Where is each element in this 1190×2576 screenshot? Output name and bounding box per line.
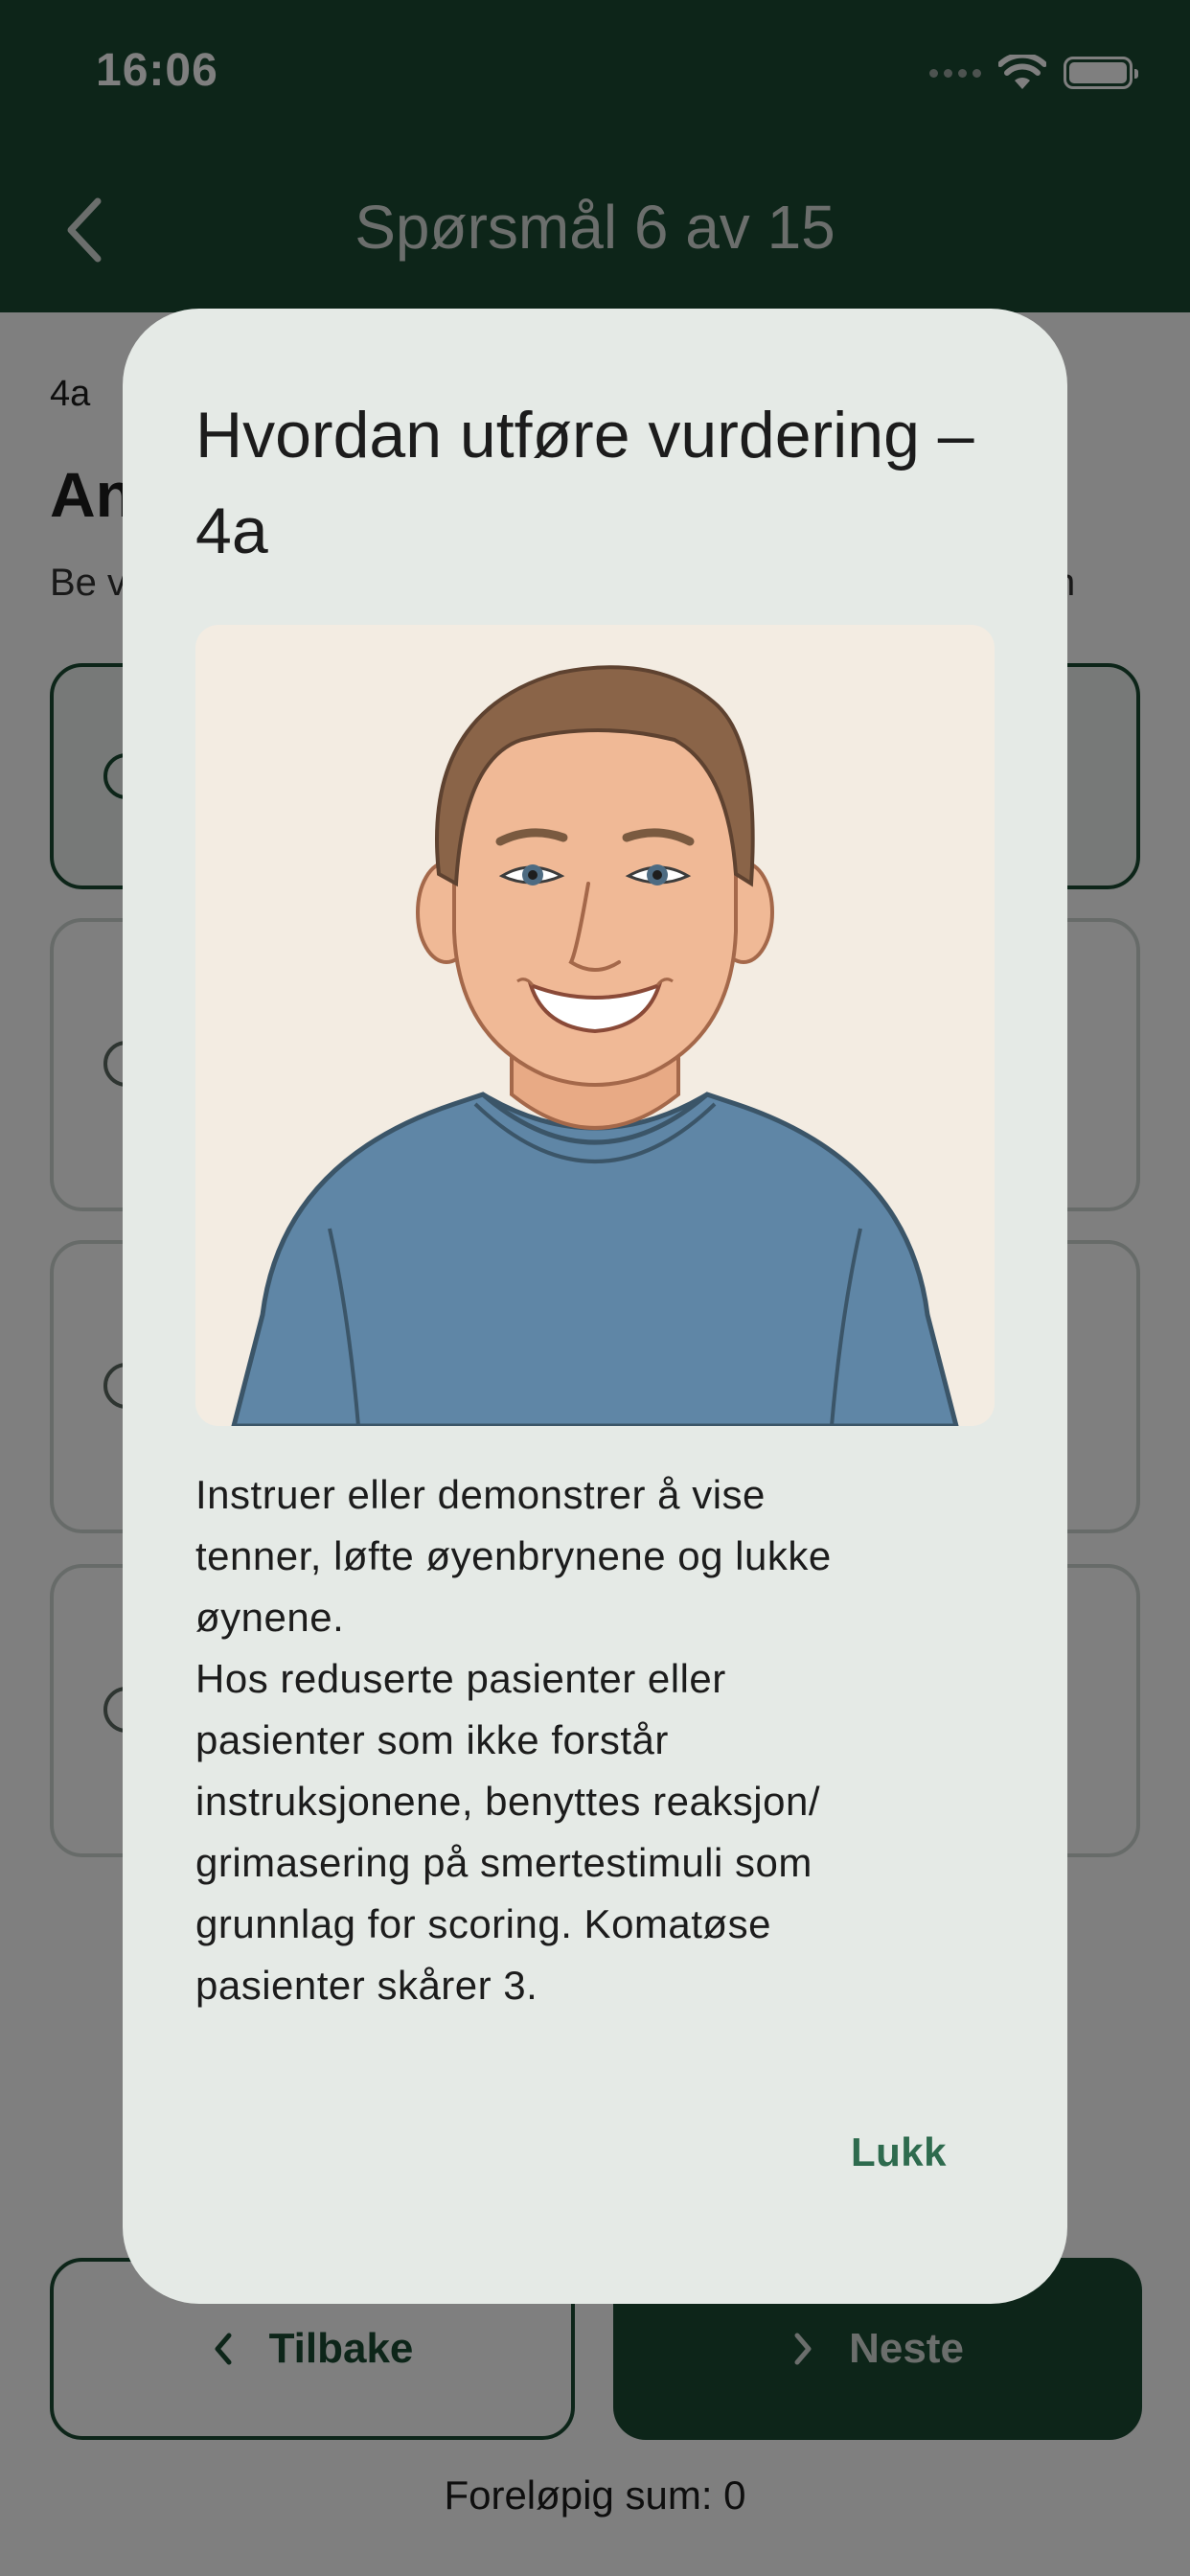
dialog-instructions: Instruer eller demonstrer å vise tenner, løfte øyenbrynene og lukke øynene. Hos reduserte pasienter eller pasienter som ikke forstår instruksjonene, benyttes reaksjon/ grimasering på smertestimuli som grunnlag for scoring. Komatøse pasienter skårer 3. xyxy=(195,1472,832,2008)
dialog-title: Hvordan utføre vurdering – 4a xyxy=(195,399,974,567)
smiling-man-illustration xyxy=(195,625,995,1426)
close-button[interactable]: Lukk xyxy=(850,2129,947,2174)
help-dialog xyxy=(123,309,1067,2304)
face-illustration xyxy=(195,625,995,1426)
